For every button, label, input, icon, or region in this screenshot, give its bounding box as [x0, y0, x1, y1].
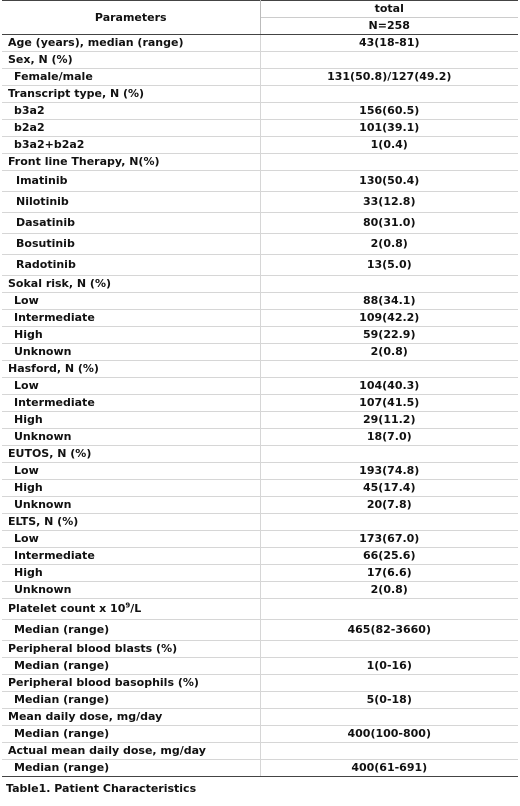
row-label: [2, 599, 260, 620]
row-value: 59(22.9): [260, 327, 518, 344]
row-value: 88(34.1): [260, 293, 518, 310]
row-value: 29(11.2): [260, 412, 518, 429]
table-row: [2, 361, 518, 378]
row-label-text: Dasatinib: [16, 216, 76, 229]
row-label: [2, 361, 260, 378]
table-row: [2, 255, 518, 276]
row-value: [260, 709, 518, 726]
row-label-text: High: [14, 413, 43, 426]
row-label: [2, 35, 260, 52]
row-label-text: Imatinib: [16, 174, 68, 187]
row-value: 193(74.8): [260, 463, 518, 480]
table-body: [2, 35, 518, 777]
row-label-text: Low: [14, 294, 39, 307]
table-row: [2, 599, 518, 620]
row-label: [2, 565, 260, 582]
table-row: [2, 412, 518, 429]
row-value: 17(6.6): [260, 565, 518, 582]
row-value: [260, 675, 518, 692]
table-row: [2, 726, 518, 743]
row-label: [2, 412, 260, 429]
table-row: [2, 103, 518, 120]
total-header: total: [260, 1, 518, 18]
row-label-text: EUTOS, N (%): [8, 447, 92, 460]
table-row: [2, 69, 518, 86]
row-value: [260, 86, 518, 103]
row-value: [260, 446, 518, 463]
table-row: [2, 192, 518, 213]
row-label: [2, 276, 260, 293]
row-label: [2, 137, 260, 154]
row-value: 20(7.8): [260, 497, 518, 514]
row-label-text: Mean daily dose, mg/day: [8, 710, 163, 723]
row-value: 66(25.6): [260, 548, 518, 565]
table-row: [2, 531, 518, 548]
row-label: [2, 620, 260, 641]
row-value: 156(60.5): [260, 103, 518, 120]
row-label: [2, 327, 260, 344]
table-row: [2, 310, 518, 327]
table-row: [2, 565, 518, 582]
row-label: [2, 582, 260, 599]
row-value: [260, 52, 518, 69]
table-row: [2, 395, 518, 412]
row-label-superscript: 9: [125, 601, 131, 610]
table-row: [2, 675, 518, 692]
row-value: 2(0.8): [260, 234, 518, 255]
row-value: 130(50.4): [260, 171, 518, 192]
row-label-text: Low: [14, 532, 39, 545]
table-row: [2, 480, 518, 497]
row-label-text: Median (range): [14, 659, 110, 672]
row-label: [2, 171, 260, 192]
row-label: [2, 446, 260, 463]
row-label: [2, 548, 260, 565]
table-caption: Table1. Patient Characteristics: [6, 782, 197, 795]
row-label: [2, 255, 260, 276]
row-label-text: Sex, N (%): [8, 53, 73, 66]
row-value: 2(0.8): [260, 344, 518, 361]
table-row: [2, 378, 518, 395]
row-value: 131(50.8)/127(49.2): [260, 69, 518, 86]
row-label-text: Peripheral blood basophils (%): [8, 676, 199, 689]
row-label-text: Median (range): [14, 623, 110, 636]
row-label-text: High: [14, 566, 43, 579]
row-value: 1(0-16): [260, 658, 518, 675]
table-row: [2, 446, 518, 463]
row-value: 400(61-691): [260, 760, 518, 777]
row-label-text: Median (range): [14, 693, 110, 706]
row-label: [2, 480, 260, 497]
row-label-text: Female/male: [14, 70, 93, 83]
row-label-text: Sokal risk, N (%): [8, 277, 111, 290]
row-label-text: Intermediate: [14, 549, 95, 562]
row-label: [2, 726, 260, 743]
table-row: [2, 171, 518, 192]
row-value: 80(31.0): [260, 213, 518, 234]
row-label: [2, 497, 260, 514]
row-label-text: High: [14, 481, 43, 494]
row-label-text: Unknown: [14, 498, 72, 511]
patient-characteristics-table: [2, 0, 518, 777]
table-row: [2, 548, 518, 565]
table-row: [2, 743, 518, 760]
row-label-text: Median (range): [14, 727, 110, 740]
row-value: 45(17.4): [260, 480, 518, 497]
row-label-text: High: [14, 328, 43, 341]
table-row: [2, 582, 518, 599]
row-value: 13(5.0): [260, 255, 518, 276]
table-row: [2, 709, 518, 726]
row-value: 43(18-81): [260, 35, 518, 52]
table-row: [2, 293, 518, 310]
row-value: [260, 361, 518, 378]
row-label-text: Front line Therapy, N(%): [8, 155, 160, 168]
row-label-text: Low: [14, 379, 39, 392]
row-value: 109(42.2): [260, 310, 518, 327]
row-label-text: Platelet count x 10: [8, 602, 126, 615]
row-label: [2, 658, 260, 675]
row-label-text: Radotinib: [16, 258, 76, 271]
table-row: [2, 760, 518, 777]
row-value: [260, 514, 518, 531]
table-row: [2, 429, 518, 446]
row-label: [2, 120, 260, 137]
row-label-text: Actual mean daily dose, mg/day: [8, 744, 206, 757]
row-value: [260, 276, 518, 293]
row-label: [2, 692, 260, 709]
row-value: [260, 743, 518, 760]
row-label: [2, 213, 260, 234]
parameters-header: Parameters: [2, 1, 260, 35]
row-label: [2, 86, 260, 103]
table-row: [2, 344, 518, 361]
row-label: [2, 760, 260, 777]
row-label: [2, 293, 260, 310]
table-row: [2, 120, 518, 137]
row-value: 1(0.4): [260, 137, 518, 154]
row-label: [2, 641, 260, 658]
row-label-suffix: /L: [130, 602, 142, 615]
row-label: [2, 378, 260, 395]
table-row: [2, 137, 518, 154]
row-label: [2, 69, 260, 86]
table-row: [2, 514, 518, 531]
row-label-text: Intermediate: [14, 311, 95, 324]
row-label-text: Low: [14, 464, 39, 477]
row-label: [2, 310, 260, 327]
table-row: [2, 52, 518, 69]
n-header: N=258: [260, 18, 518, 35]
row-label-text: b3a2+b2a2: [14, 138, 85, 151]
row-label-text: Transcript type, N (%): [8, 87, 145, 100]
table-row: [2, 35, 518, 52]
table-row: [2, 276, 518, 293]
row-label: [2, 52, 260, 69]
row-value: 465(82-3660): [260, 620, 518, 641]
row-label-text: Median (range): [14, 761, 110, 774]
row-label: [2, 514, 260, 531]
row-value: 18(7.0): [260, 429, 518, 446]
document: [2, 0, 518, 796]
table-row: [2, 658, 518, 675]
row-value: 104(40.3): [260, 378, 518, 395]
row-label-text: Unknown: [14, 583, 72, 596]
row-value: 33(12.8): [260, 192, 518, 213]
row-label: [2, 709, 260, 726]
table-row: [2, 463, 518, 480]
row-label-text: Unknown: [14, 345, 72, 358]
row-label: [2, 429, 260, 446]
row-label-text: b3a2: [14, 104, 45, 117]
row-label-text: Bosutinib: [16, 237, 75, 250]
table-row: [2, 234, 518, 255]
row-value: [260, 154, 518, 171]
row-value: [260, 641, 518, 658]
table-row: [2, 213, 518, 234]
table-row: [2, 327, 518, 344]
row-label-text: b2a2: [14, 121, 45, 134]
row-label-text: Intermediate: [14, 396, 95, 409]
row-value: 400(100-800): [260, 726, 518, 743]
row-label: [2, 154, 260, 171]
row-value: 101(39.1): [260, 120, 518, 137]
row-value: [260, 599, 518, 620]
row-label: [2, 192, 260, 213]
row-label: [2, 103, 260, 120]
row-value: 5(0-18): [260, 692, 518, 709]
row-label-text: Hasford, N (%): [8, 362, 99, 375]
row-value: 2(0.8): [260, 582, 518, 599]
row-label-text: Nilotinib: [16, 195, 69, 208]
row-label: [2, 234, 260, 255]
row-label: [2, 675, 260, 692]
row-label-text: Peripheral blood blasts (%): [8, 642, 178, 655]
table-header: [2, 1, 518, 35]
table-row: [2, 86, 518, 103]
row-label-text: Age (years), median (range): [8, 36, 184, 49]
table-row: [2, 154, 518, 171]
row-label: [2, 743, 260, 760]
row-value: 107(41.5): [260, 395, 518, 412]
row-label: [2, 344, 260, 361]
row-label-text: Unknown: [14, 430, 72, 443]
row-label: [2, 531, 260, 548]
row-label: [2, 463, 260, 480]
table-row: [2, 641, 518, 658]
table-row: [2, 692, 518, 709]
row-value: 173(67.0): [260, 531, 518, 548]
table-row: [2, 497, 518, 514]
row-label: [2, 395, 260, 412]
row-label-text: ELTS, N (%): [8, 515, 79, 528]
table-row: [2, 620, 518, 641]
